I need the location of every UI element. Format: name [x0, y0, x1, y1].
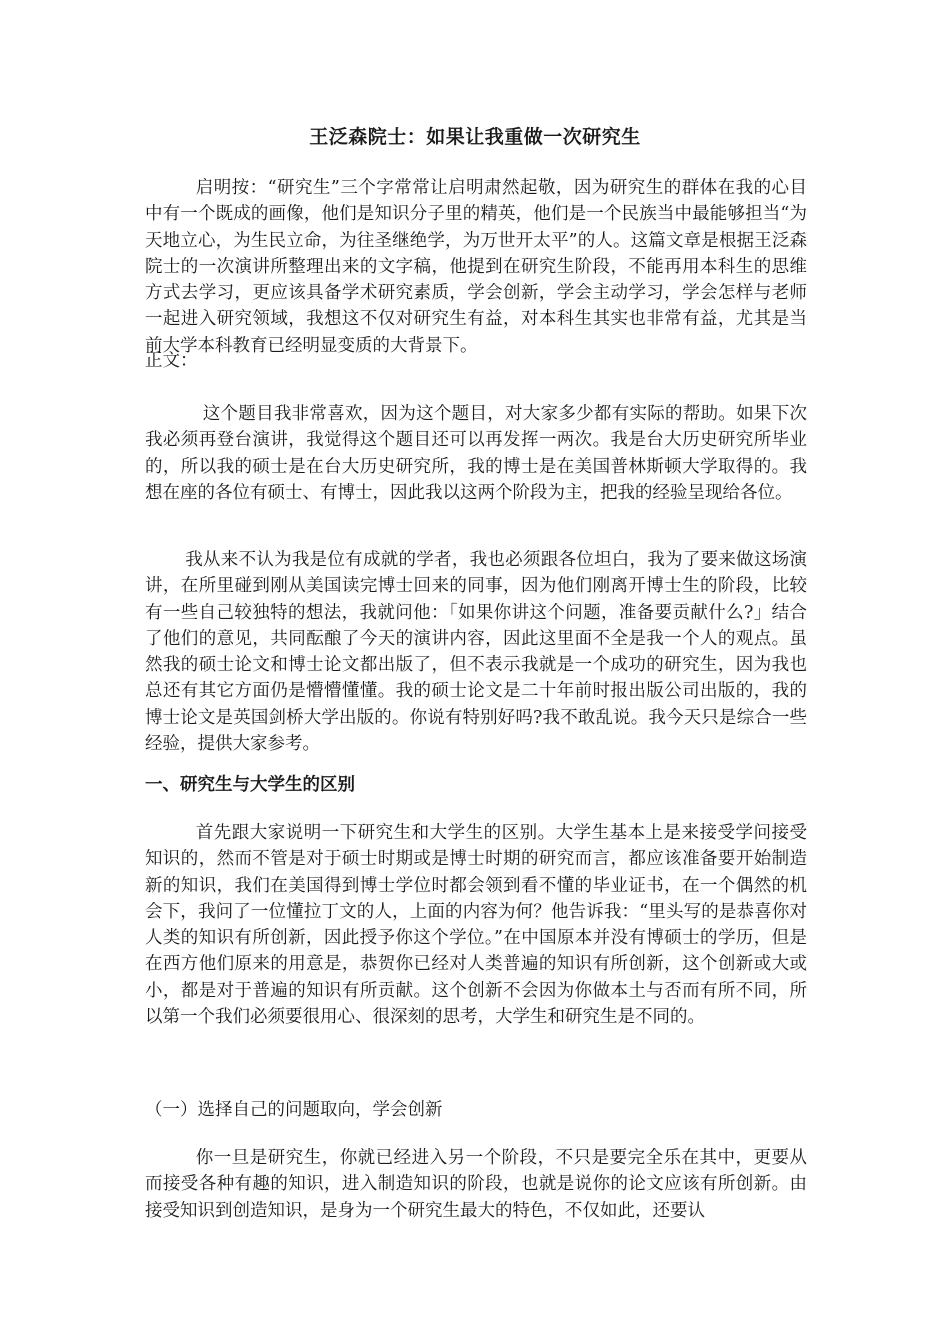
editor-note-paragraph: 启明按：“研究生”三个字常常让启明肃然起敬，因为研究生的群体在我的心目中有一个既成的画像，他们是知识分子里的精英，他们是一个民族当中最能够担当“为天地立心，为生民立命，为往圣继绝学，为万世开太平”的人。这篇文章是根据王泛森院士的一次演讲所整理出来的文字稿，他提到在研究生阶段，不能再用本科生的思维方式去学习，更应该具备学术研究素质，学会创新，学会主动学习，学会怎样与老师一起进入研究领域，我想这不仅对研究生有益，对本科生其实也非常有益，尤其是当前大学本科教育已经明显变质的大背景下。	[145, 178, 807, 356]
body-paragraph-3: 首先跟大家说明一下研究生和大学生的区别。大学生基本上是来接受学问接受知识的，然而不管是对于硕士时期或是博士时期的研究而言，都应该准备要开始制造新的知识，我们在美国得到博士学位时都会领到看不懂的毕业证书，在一个偶然的机会下，我问了一位懂拉丁文的人，上面的内容为何？他告诉我：“里头写的是恭喜你对人类的知识有所创新，因此授予你这个学位。”在中国原本并没有博硕士的学历，但是在西方他们原来的用意是，恭贺你已经对人类普遍的知识有所创新，这个创新或大或小，都是对于普遍的知识有所贡献。这个创新不会因为你做本土与否而有所不同，所以第一个我们必须要很用心、很深刻的思考，大学生和研究生是不同的。	[145, 823, 807, 1028]
body-paragraph-2: 我从来不认为我是位有成就的学者，我也必须跟各位坦白，我为了要来做这场演讲，在所里碰到刚从美国读完博士回来的同事，因为他们刚离开博士生的阶段，比较有一些自己较独特的想法，我就问他：「如果你讲这个问题，准备要贡献什么?」结合了他们的意见，共同酝酿了今天的演讲内容，因此这里面不全是我一个人的观点。虽然我的硕士论文和博士论文都出版了，但不表示我就是一个成功的研究生，因为我也总还有其它方面仍是懵懵懂懂。我的硕士论文是二十年前时报出版公司出版的，我的博士论文是英国剑桥大学出版的。你说有特别好吗?我不敢乱说。我今天只是综合一些经验，提供大家参考。	[145, 550, 807, 755]
main-text-label: 正文：	[145, 351, 198, 371]
subsection-heading-1: （一）选择自己的问题取向，学会创新	[145, 1100, 443, 1120]
body-paragraph-1: 这个题目我非常喜欢，因为这个题目，对大家多少都有实际的帮助。如果下次我必须再登台演讲，我觉得这个题目还可以再发挥一两次。我是台大历史研究所毕业的，所以我的硕士是在台大历史研究所，我的博士是在美国普林斯顿大学取得的。我想在座的各位有硕士、有博士，因此我以这两个阶段为主，把我的经验呈现给各位。	[145, 404, 807, 503]
document-title: 王泛森院士：如果让我重做一次研究生	[309, 126, 641, 148]
section-heading-1: 一、研究生与大学生的区别	[145, 775, 355, 795]
body-paragraph-4: 你一旦是研究生，你就已经进入另一个阶段，不只是要完全乐在其中，更要从而接受各种有趣的知识，进入制造知识的阶段，也就是说你的论文应该有所创新。由接受知识到创造知识，是身为一个研究生最大的特色，不仅如此，还要认	[145, 1148, 807, 1221]
